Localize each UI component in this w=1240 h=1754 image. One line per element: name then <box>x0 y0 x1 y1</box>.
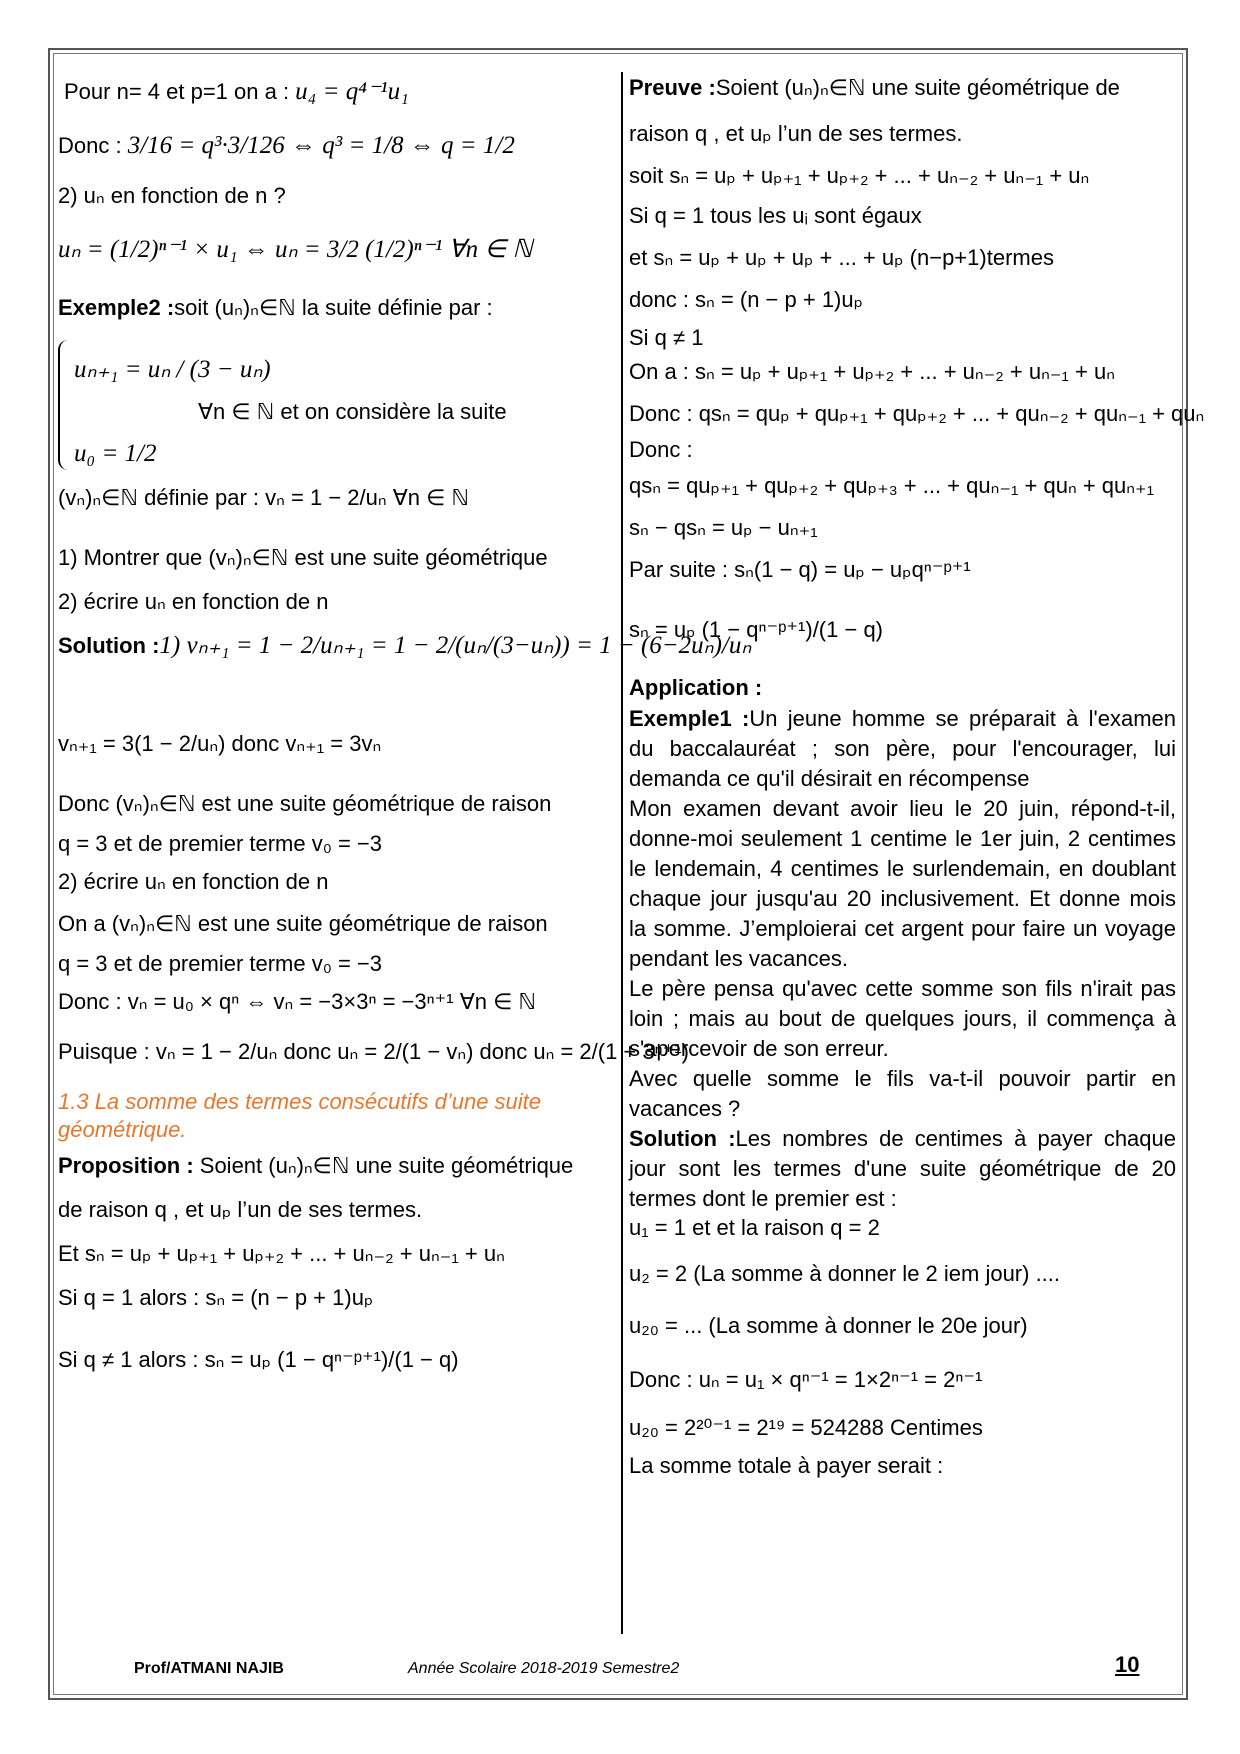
puisque-line: Puisque : vₙ = 1 − 2/uₙ donc uₙ = 2/(1 − vₙ) donc uₙ = 2/(1 + 3ⁿ⁺¹) <box>58 1039 689 1064</box>
donc-vn: Donc : vₙ = u₀ × qⁿ ⇔ vₙ = −3×3ⁿ = −3ⁿ⁺¹ ∀n ∈ ℕ <box>58 989 537 1014</box>
si-q-neq: Si q ≠ 1 <box>629 325 704 350</box>
diff-line: sₙ − qsₙ = uₚ − uₙ₊₁ <box>629 515 818 540</box>
u1-line: u₁ = 1 et et la raison q = 2 <box>629 1215 880 1240</box>
section-title-1: 1.3 La somme des termes consécutifs d’une suite <box>58 1089 542 1114</box>
left-line-2: Donc : 3/16 = q³·3/126 ⇔ q³ = 1/8 ⇔ q = 1/2 <box>58 132 515 159</box>
donc-sn: donc : sₙ = (n − p + 1)uₚ <box>629 287 864 312</box>
donc-geometric: Donc (vₙ)ₙ∈ℕ est une suite géométrique de raison <box>58 791 552 816</box>
paragraph-4: Avec quelle somme le fils va-t-il pouvoir partir en vacances ? <box>629 1066 1176 1121</box>
proposition-line-2: de raison q , et uₚ l’un de ses termes. <box>58 1197 423 1222</box>
raison-line-2: q = 3 et de premier terme v₀ = −3 <box>58 951 383 976</box>
system-eq-1: uₙ₊₁ = uₙ / (3 − uₙ) <box>74 356 271 383</box>
et-sn-equal: et sₙ = uₚ + uₚ + uₚ + ... + uₚ (n−p+1)termes <box>629 245 1054 270</box>
column-divider <box>621 72 623 1634</box>
brace-shape <box>58 340 70 470</box>
system-mid-text: ∀n ∈ ℕ et on considère la suite <box>198 399 507 424</box>
soit-sn: soit sₙ = uₚ + uₚ₊₁ + uₚ₊₂ + ... + uₙ₋₂ + uₙ₋₁ + uₙ <box>629 163 1090 188</box>
system-block <box>58 340 598 475</box>
et-sn: Et sₙ = uₚ + uₚ₊₁ + uₚ₊₂ + ... + uₙ₋₂ + uₙ₋₁ + uₙ <box>58 1241 505 1266</box>
raison-line: raison q , et uₚ l’un de ses termes. <box>629 121 963 146</box>
on-a-sn: On a : sₙ = uₚ + uₚ₊₁ + uₚ₊₂ + ... + uₙ₋₂ + uₙ₋₁ + uₙ <box>629 359 1115 384</box>
solution-paragraph: Solution :Les nombres de centimes à payer chaque jour sont les termes d'une suite géométrique de 20 termes dont le premier est : <box>629 1126 1176 1211</box>
par-suite: Par suite : sₙ(1 − q) = uₚ − uₚqⁿ⁻ᵖ⁺¹ <box>629 557 971 582</box>
donc-label: Donc : <box>629 437 693 462</box>
exemple1-paragraph: Exemple1 :Un jeune homme se préparait à l'examen du baccalauréat ; son père, pour l'encourager, lui demanda ce qu'il désirait en récompense <box>629 706 1177 791</box>
footer-year: Année Scolaire 2018-2019 Semestre2 <box>408 1660 680 1677</box>
si-q1: Si q = 1 alors : sₙ = (n − p + 1)uₚ <box>58 1285 374 1310</box>
solution-line: Solution :1) vₙ₊₁ = 1 − 2/uₙ₊₁ = 1 − 2/(uₙ/(3−uₙ)) = 1 − (6−2uₙ)/uₙ <box>58 632 752 659</box>
section-title-2: géométrique. <box>58 1117 187 1142</box>
vn-definition: (vₙ)ₙ∈ℕ définie par : vₙ = 1 − 2/uₙ ∀n ∈ ℕ <box>58 485 470 510</box>
si-qneq1: Si q ≠ 1 alors : sₙ = uₚ (1 − qⁿ⁻ᵖ⁺¹)/(1 − q) <box>58 1347 459 1372</box>
example2-heading: Exemple2 :soit (uₙ)ₙ∈ℕ la suite définie par : <box>58 295 493 320</box>
donc-un: Donc : uₙ = u₁ × qⁿ⁻¹ = 1×2ⁿ⁻¹ = 2ⁿ⁻¹ <box>629 1367 983 1392</box>
system-eq-2: u₀ = 1/2 <box>74 440 157 467</box>
donc-qsn: Donc : qsₙ = quₚ + quₚ₊₁ + quₚ₊₂ + ... + quₙ₋₂ + quₙ₋₁ + quₙ <box>629 401 1205 426</box>
qsn-line: qsₙ = quₚ₊₁ + quₚ₊₂ + quₚ₊₃ + ... + quₙ₋₁ + quₙ + quₙ₊₁ <box>629 473 1155 498</box>
left-line-4: uₙ = (1/2)ⁿ⁻¹ × u₁ ⇔ uₙ = 3/2 (1/2)ⁿ⁻¹ ∀n ∈ ℕ <box>58 236 533 263</box>
si-q-egal: Si q = 1 tous les uᵢ sont égaux <box>629 203 922 228</box>
page-number: 10 <box>1115 1652 1140 1677</box>
paragraph-2: Mon examen devant avoir lieu le 20 juin, répond-t-il, donne-moi seulement 1 centime le 1er juin, 2 centimes le lendemain, 4 centimes le surlendemain, en doublant chaque jour jusqu'au 20 inclusivement. Et donne mois la somme. J’emploierai cet argent pour faire un voyage pendant les vacances. <box>629 796 1176 971</box>
question-2: 2) écrire uₙ en fonction de n <box>58 589 329 614</box>
u20-value: u₂₀ = 2²⁰⁻¹ = 2¹⁹ = 524288 Centimes <box>629 1415 983 1440</box>
ecrire-un: 2) écrire uₙ en fonction de n <box>58 869 329 894</box>
final-formula: sₙ = uₚ (1 − qⁿ⁻ᵖ⁺¹)/(1 − q) <box>629 617 883 642</box>
paragraph-3: Le père pensa qu'avec cette somme son fils n'irait pas loin ; mais au bout de quelques jours, il commença à s'apercevoir de son erreur. <box>629 976 1176 1061</box>
vn-relation: vₙ₊₁ = 3(1 − 2/uₙ) donc vₙ₊₁ = 3vₙ <box>58 731 382 756</box>
on-a-line: On a (vₙ)ₙ∈ℕ est une suite géométrique de raison <box>58 911 548 936</box>
total-line: La somme totale à payer serait : <box>629 1453 944 1478</box>
u2-line: u₂ = 2 (La somme à donner le 2 iem jour) .... <box>629 1261 1061 1286</box>
footer-author: Prof/ATMANI NAJIB <box>134 1660 284 1677</box>
left-line-3: 2) uₙ en fonction de n ? <box>58 183 286 208</box>
preuve-line: Preuve :Soient (uₙ)ₙ∈ℕ une suite géométrique de <box>629 75 1120 100</box>
left-line-1: Pour n= 4 et p=1 on a : u₄ = q⁴⁻¹u₁ <box>64 78 409 105</box>
u20-line: u₂₀ = ... (La somme à donner le 20e jour) <box>629 1313 1028 1338</box>
question-1: 1) Montrer que (vₙ)ₙ∈ℕ est une suite géométrique <box>58 545 548 570</box>
application-heading: Application : <box>629 675 763 700</box>
raison-line-1: q = 3 et de premier terme v₀ = −3 <box>58 831 383 856</box>
proposition-line: Proposition : Soient (uₙ)ₙ∈ℕ une suite géométrique <box>58 1153 574 1178</box>
